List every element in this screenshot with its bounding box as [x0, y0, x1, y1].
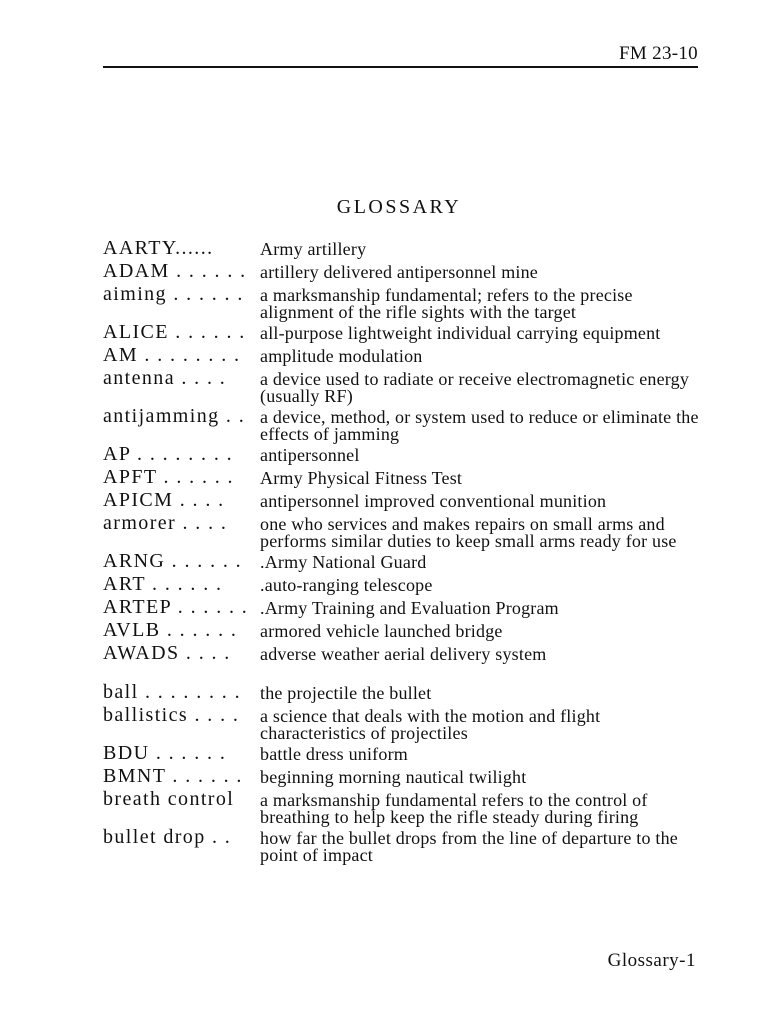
glossary-entry: [103, 788, 703, 826]
glossary-list: [103, 237, 703, 864]
glossary-definition: the projectile the bullet: [260, 683, 432, 703]
glossary-term: bullet drop . .: [103, 826, 232, 848]
page-title: GLOSSARY: [336, 196, 462, 218]
glossary-entry: [103, 466, 703, 489]
glossary-definition: .Army Training and Evaluation Program: [260, 598, 559, 618]
glossary-entry: [103, 283, 703, 321]
glossary-definition: Army Physical Fitness Test: [260, 468, 463, 488]
glossary-term: ballistics . . . .: [103, 704, 240, 726]
glossary-definition: one who services and makes repairs on small arms and performs similar duties to keep small arms ready for use: [260, 514, 677, 551]
glossary-term: ADAM . . . . . .: [103, 260, 247, 282]
glossary-entry: [103, 260, 703, 283]
glossary-entry: [103, 742, 703, 765]
glossary-term: ARTEP . . . . . .: [103, 596, 249, 618]
glossary-term: breath control: [103, 788, 235, 810]
glossary-term: ALICE . . . . . .: [103, 321, 246, 343]
glossary-definition: amplitude modulation: [260, 346, 423, 366]
glossary-entry: [103, 344, 703, 367]
glossary-definition: antipersonnel: [260, 445, 360, 465]
glossary-definition: artillery delivered antipersonnel mine: [260, 262, 538, 282]
glossary-term: armorer . . . .: [103, 512, 228, 534]
glossary-definition: all-purpose lightweight individual carrying equipment: [260, 323, 661, 343]
glossary-term: APFT . . . . . .: [103, 466, 234, 488]
glossary-term: AP . . . . . . . .: [103, 443, 234, 465]
glossary-term: aiming . . . . . .: [103, 283, 244, 305]
glossary-entry: [103, 443, 703, 466]
glossary-entry: [103, 573, 703, 596]
glossary-definition: .Army National Guard: [260, 552, 427, 572]
glossary-term: antenna . . . .: [103, 367, 227, 389]
glossary-definition: a device, method, or system used to reduce or eliminate the effects of jamming: [260, 407, 699, 444]
glossary-term: ARNG . . . . . .: [103, 550, 243, 572]
glossary-term: APICM . . . .: [103, 489, 225, 511]
glossary-term: ART . . . . . .: [103, 573, 223, 595]
glossary-term: antijamming . .: [103, 405, 246, 427]
glossary-entry: [103, 321, 703, 344]
glossary-term: AVLB . . . . . .: [103, 619, 238, 641]
glossary-entry: [103, 681, 703, 704]
page-number: Glossary-1: [607, 950, 696, 971]
glossary-definition: a science that deals with the motion and flight characteristics of projectiles: [260, 706, 601, 743]
glossary-definition: .auto-ranging telescope: [260, 575, 433, 595]
glossary-definition: battle dress uniform: [260, 744, 408, 764]
glossary-entry: [103, 489, 703, 512]
glossary-entry: [103, 512, 703, 550]
glossary-entry: [103, 405, 703, 443]
glossary-definition: armored vehicle launched bridge: [260, 621, 503, 641]
glossary-definition: adverse weather aerial delivery system: [260, 644, 547, 664]
glossary-entry: [103, 826, 703, 864]
glossary-definition: how far the bullet drops from the line of departure to the point of impact: [260, 828, 678, 865]
glossary-entry: [103, 596, 703, 619]
glossary-definition: Army artillery: [260, 239, 367, 259]
group-spacer: [103, 665, 703, 681]
glossary-entry: [103, 765, 703, 788]
glossary-term: ball . . . . . . . .: [103, 681, 241, 703]
glossary-definition: a marksmanship fundamental; refers to the precise alignment of the rifle sights with the target: [260, 285, 633, 322]
glossary-entry: [103, 550, 703, 573]
glossary-term: AARTY......: [103, 237, 214, 259]
glossary-definition: antipersonnel improved conventional munition: [260, 491, 607, 511]
glossary-definition: beginning morning nautical twilight: [260, 767, 527, 787]
glossary-entry: [103, 237, 703, 260]
glossary-entry: [103, 642, 703, 665]
header-rule: [103, 66, 698, 68]
glossary-term: BMNT . . . . . .: [103, 765, 243, 787]
glossary-definition: a device used to radiate or receive electromagnetic energy (usually RF): [260, 369, 690, 406]
document-id: FM 23-10: [619, 43, 698, 64]
glossary-definition: a marksmanship fundamental refers to the control of breathing to help keep the rifle steady during firing: [260, 790, 648, 827]
glossary-term: BDU . . . . . .: [103, 742, 227, 764]
glossary-entry: [103, 367, 703, 405]
glossary-entry: [103, 619, 703, 642]
glossary-term: AWADS . . . .: [103, 642, 231, 664]
glossary-term: AM . . . . . . . .: [103, 344, 241, 366]
glossary-entry: [103, 704, 703, 742]
